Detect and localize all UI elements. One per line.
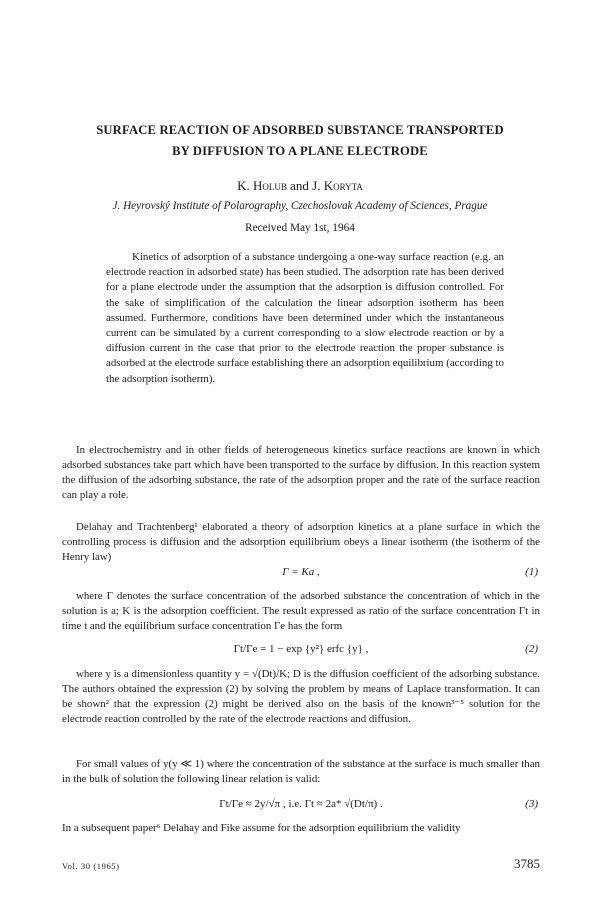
affiliation: J. Heyrovský Institute of Polarography, Czechoslovak Academy of Sciences, Prague (112, 200, 488, 212)
equation-1-number: (1) (525, 566, 538, 578)
equation-2-expression: Γt/Γe = 1 − exp {y²} erfc {y} , (233, 643, 369, 655)
paragraph-where-gamma: where Γ denotes the surface concentration of the adsorbed substance the concentration of which in the solution is a; K is the adsorption coefficient. The result expressed as ratio of the surface concentration Γt in time t and the equilibrium surface concentration Γe has the form (62, 590, 540, 633)
author1-surname: Holub (252, 178, 287, 193)
paragraph-small-values: For small values of y(y ≪ 1) where the concentration of the substance at the surface is much smaller than in the bulk of solution the following linear relation is valid: (62, 758, 540, 786)
equation-1-expression: Γ = Ka , (282, 566, 320, 578)
paragraph-dimensionless: where y is a dimensionless quantity y = √(Dt)/K; D is the diffusion coefficient of the adsorbing substance. The authors obtained the expression (2) by solving the problem by means of Laplace transformation. It can be shown² that the expression (2) might be derived also on the basis of the known³⁻⁵ solution for the electrode reaction controlled by the rate of the electrode reactions and diffusion. (62, 668, 540, 726)
paragraph-delahay: Delahay and Trachtenberg¹ elaborated a theory of adsorption kinetics at a plane surface in which the controlling process is diffusion and the adsorption equilibrium obeys a linear isotherm (the isotherm of the Henry law) (62, 521, 540, 564)
title-line-1: SURFACE REACTION OF ADSORBED SUBSTANCE TRANSPORTED (96, 123, 504, 137)
title-line-2: BY DIFFUSION TO A PLANE ELECTRODE (172, 144, 428, 158)
equation-2-number: (2) (525, 643, 538, 655)
equation-2 (62, 643, 540, 659)
authors-and: and J. (286, 178, 324, 193)
equation-1 (62, 566, 540, 582)
equation-3-expression: Γt/Γe ≈ 2y/√π , i.e. Γt ≈ 2a* √(Dt/π) . (219, 798, 383, 810)
paragraph-subsequent: In a subsequent paper⁶ Delahay and Fike assume for the adsorption equilibrium the validity (62, 822, 461, 834)
paragraph-intro: In electrochemistry and in other fields of heterogeneous kinetics surface reactions are known in which adsorbed substances take part which have been transported to the surface by diffusion. In this reaction system the diffusion of the adsorbing substance, the rate of the adsorption proper and the rate of the surface reaction can play a role. (62, 444, 540, 502)
page-number: 3785 (514, 856, 540, 871)
author1-initial: K. (237, 178, 253, 193)
authors (40, 178, 560, 194)
equation-3 (62, 798, 540, 814)
abstract: Kinetics of adsorption of a substance undergoing a one-way surface reaction (e.g. an electrode reaction in adsorbed state) has been studied. The adsorption rate has been derived for a plane electrode under the assumption that the adsorption is diffusion controlled. For the sake of simplification of the calculation the linear adsorption isotherm has been assumed. Furthermore, conditions have been determined under which the instantaneous current can be simulated by a current corresponding to a slow electrode reaction or by a diffusion current in the case that prior to the electrode reaction the proper substance is adsorbed at the electrode surface establishing there an adsorption equilibrium (according to the adsorption isotherm). (106, 251, 504, 385)
paper-title (40, 120, 560, 162)
author2-surname: Koryta (323, 178, 363, 193)
received-date: Received May 1st, 1964 (245, 222, 355, 234)
equation-3-number: (3) (525, 798, 538, 810)
footer-volume: Vol. 30 (1965) (62, 861, 120, 871)
